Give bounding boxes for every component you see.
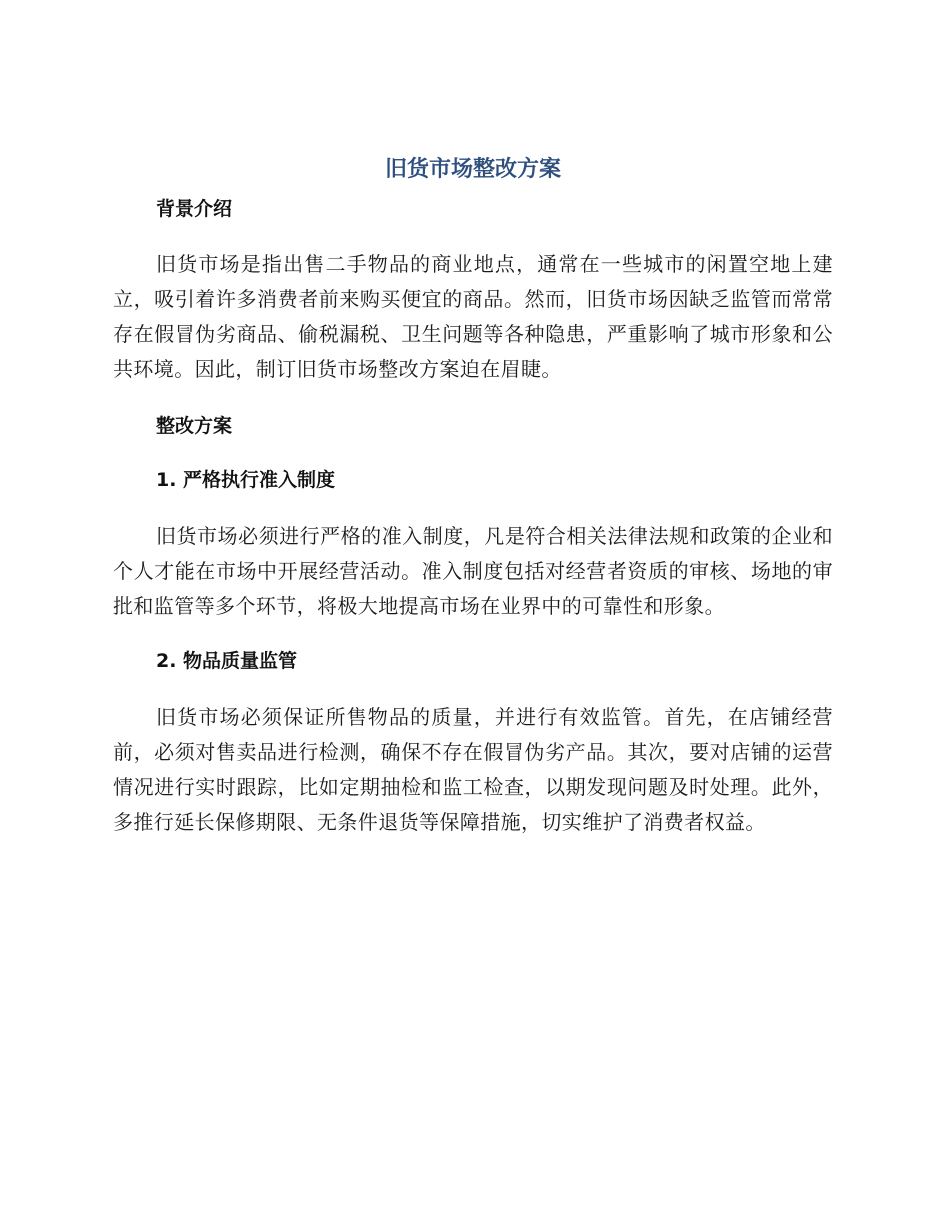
paragraph-admission-system: 旧货市场必须进行严格的准入制度，凡是符合相关法律法规和政策的企业和个人才能在市场中开展经营活动。准入制度包括对经营者资质的审核、场地的审批和监管等多个环节，将极大地提高市场在业界中的可靠性和形象。: [113, 524, 833, 618]
subheading-admission-system: 1. 严格执行准入制度: [156, 469, 336, 491]
section-heading-background: 背景介绍: [156, 198, 233, 220]
document-title: 旧货市场整改方案: [384, 157, 561, 182]
paragraph-background: 旧货市场是指出售二手物品的商业地点，通常在一些城市的闲置空地上建立，吸引着许多消费者前来购买便宜的商品。然而，旧货市场因缺乏监管而常常存在假冒伪劣商品、偷税漏税、卫生问题等各种隐患，严重影响了城市形象和公共环境。因此，制订旧货市场整改方案迫在眉睫。: [113, 252, 833, 381]
paragraph-quality-supervision: 旧货市场必须保证所售物品的质量，并进行有效监管。首先，在店铺经营前，必须对售卖品进行检测，确保不存在假冒伪劣产品。其次，要对店铺的运营情况进行实时跟踪，比如定期抽检和监工检查，以期发现问题及时处理。此外，多推行延长保修期限、无条件退货等保障措施，切实维护了消费者权益。: [113, 705, 833, 834]
subheading-quality-supervision: 2. 物品质量监管: [156, 650, 298, 672]
document-page: [113, 140, 833, 840]
section-heading-plan: 整改方案: [156, 415, 233, 437]
